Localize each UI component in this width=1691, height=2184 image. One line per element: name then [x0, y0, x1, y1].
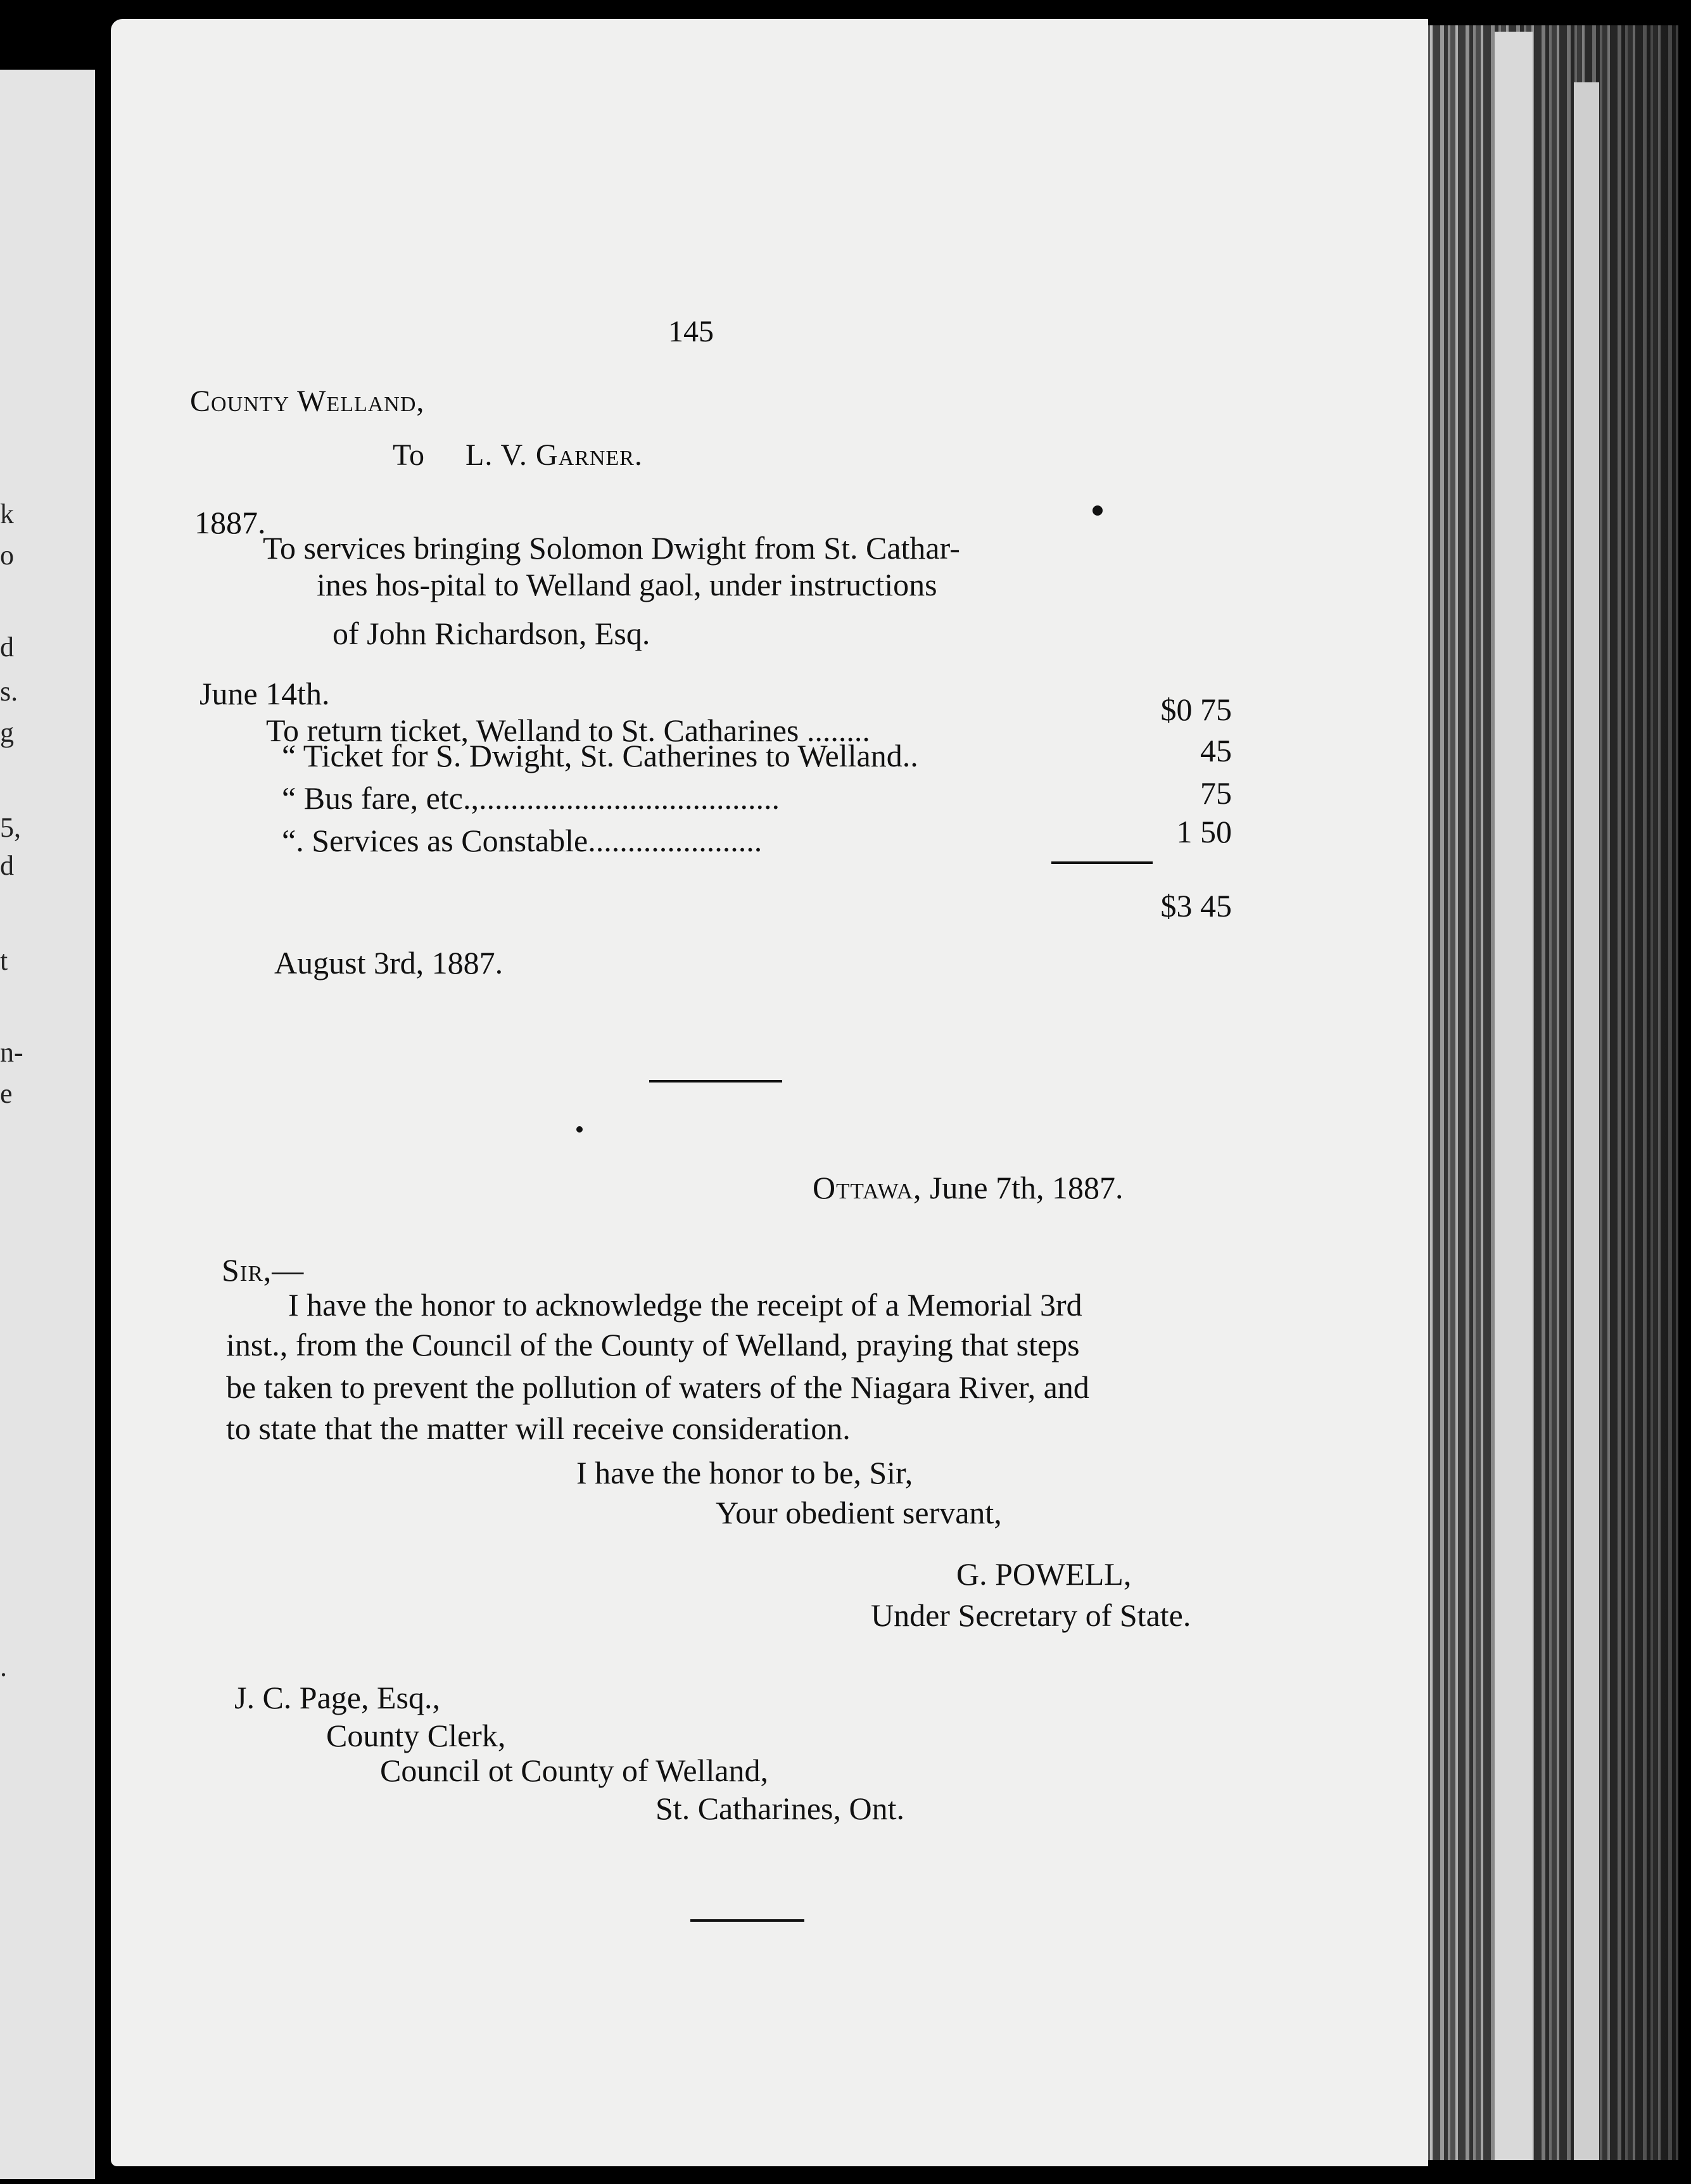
invoice-item-label: “ Ticket for S. Dwight, St. Catherines to Welland..: [282, 738, 918, 773]
invoice-total: $3 45: [1160, 888, 1232, 924]
invoice-item-amount: $0 75: [1160, 692, 1232, 727]
invoice-signed-date: August 3rd, 1887.: [274, 945, 504, 981]
margin-fragment: k: [0, 498, 14, 530]
invoice-description-line: of John Richardson, Esq.: [332, 616, 650, 651]
letter-body-line: to state that the matter will receive consideration.: [226, 1411, 851, 1446]
addressee-line: Council ot County of Welland,: [380, 1753, 769, 1788]
letter-place-date: [813, 1172, 1124, 1203]
margin-fragment: 5,: [0, 812, 21, 843]
invoice-date: June 14th.: [200, 676, 330, 711]
letter-signatory-title: Under Secretary of State.: [871, 1597, 1191, 1633]
total-rule: [1051, 861, 1153, 864]
margin-fragment: t: [0, 945, 8, 976]
section-divider: [690, 1919, 804, 1922]
invoice-item-label: “ Bus fare, etc.,......................................: [282, 780, 780, 816]
margin-fragment: n-: [0, 1037, 23, 1068]
letter-body-line: be taken to prevent the pollution of waters of the Niagara River, and: [226, 1369, 1089, 1405]
letter-signature: G. POWELL,: [956, 1556, 1132, 1592]
left-facing-page: [0, 70, 95, 2179]
invoice-item-amount: 45: [1200, 733, 1232, 768]
margin-fragment: s.: [0, 676, 18, 707]
margin-fragment: .: [0, 1651, 7, 1682]
ink-mark: [576, 1126, 583, 1133]
page-edge-strip: [1574, 82, 1599, 2160]
invoice-item-label: “. Services as Constable......................: [282, 823, 763, 858]
section-divider: [649, 1080, 782, 1082]
margin-fragment: g: [0, 717, 14, 748]
letter-closing: I have the honor to be, Sir,: [576, 1455, 913, 1490]
document-page: [111, 19, 1428, 2166]
margin-fragment: o: [0, 540, 14, 571]
addressee-line: St. Catharines, Ont.: [656, 1791, 905, 1826]
invoice-item-label: To return ticket, Welland to St. Catharines ........: [266, 713, 870, 748]
ink-mark: [1092, 505, 1103, 516]
invoice-heading-name: L. V. Garner.: [466, 438, 643, 472]
addressee-line: County Clerk,: [326, 1718, 506, 1753]
invoice-description-line: To services bringing Solomon Dwight from St. Cathar-: [263, 530, 960, 566]
letter-body-line: inst., from the Council of the County of Welland, praying that steps: [226, 1327, 1080, 1362]
margin-fragment: d: [0, 850, 14, 881]
letter-salutation: Sir,—: [222, 1252, 305, 1288]
invoice-heading-county: County Welland,: [190, 384, 425, 418]
letter-body-line: I have the honor to acknowledge the receipt of a Memorial 3rd: [288, 1287, 1082, 1323]
invoice-item-amount: 75: [1200, 775, 1232, 811]
invoice-year: 1887.: [194, 505, 266, 540]
page-number: 145: [668, 315, 714, 348]
letter-closing: Your obedient servant,: [716, 1495, 1002, 1530]
addressee-line: J. C. Page, Esq.,: [234, 1680, 440, 1715]
margin-fragment: e: [0, 1078, 13, 1109]
page-edge-strip: [1495, 32, 1533, 2160]
book-page-edges: [1419, 25, 1678, 2160]
invoice-item-amount: 1 50: [1176, 814, 1232, 849]
invoice-heading-to: To: [393, 438, 424, 472]
letter-city: Ottawa,: [813, 1170, 922, 1205]
letter-date: June 7th, 1887.: [929, 1170, 1124, 1205]
invoice-description-line: ines hos-pital to Welland gaol, under instructions: [317, 567, 937, 602]
margin-fragment: d: [0, 632, 14, 663]
